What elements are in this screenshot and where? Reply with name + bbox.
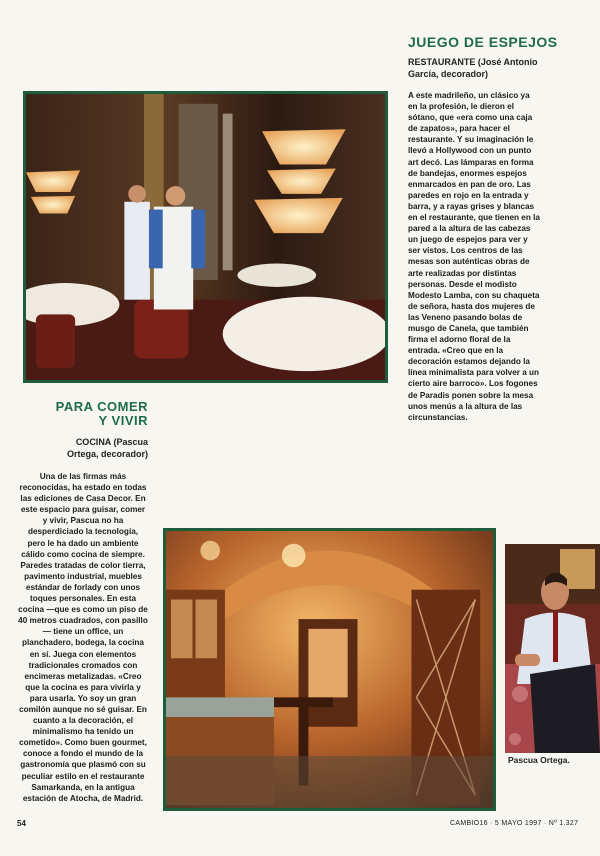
section-subtitle-restaurante: RESTAURANTE (José Antonio García, decorador) — [408, 57, 538, 79]
body-text: Una de las firmas más reconocidas, ha estado en todas las ediciones de Casa Decor. En este espacio para guisar, comer y vivir, Pascua no ha desperdiciado la tecnología, pero le ha dado un ambiente cálido como cocina de siempre. Paredes tratadas de color tierra, pavimento industrial, muebles estándar de forlady con unos toques personales. En esta cocina —que es como un piso de 40 metros cuadrados, con pasillo— tiene un office, un planchadero, bodega, la cocina en sí. Juega con elementos tradicionales cromados con encimeras metalizadas. «Creo que la cocina es para vivirla y para usarla. Yo soy un gran comilón aunque no sé guisar. En cuanto a la decoración, el minimalismo ha tenido un cometido». Como buen gourmet, conoce a fondo el mundo de la gastronomía que plasmó con su peculiar estilo en el restaurante Samarkanda, en la antigua estación de Atocha, de Madrid. — [18, 472, 148, 803]
kitchen-photo — [163, 528, 496, 811]
portrait-photo — [505, 544, 600, 753]
section-body-restaurante — [408, 90, 540, 423]
restaurant-photo — [23, 91, 388, 383]
section-subtitle-cocina: COCINA (Pascua Ortega, decorador) — [66, 437, 148, 459]
publication-footer: CAMBIO16 · 5 MAYO 1997 · Nº 1.327 — [450, 820, 579, 827]
section-title-para-comer — [54, 400, 148, 428]
portrait-caption: Pascua Ortega. — [508, 755, 570, 765]
section-body-cocina — [18, 471, 148, 804]
title-line-1: PARA COMER — [55, 399, 148, 414]
page-number: 54 — [17, 819, 26, 828]
body-text: A este madrileño, un clásico ya en la profesión, le dieron el sótano, que «era como una caja de zapatos», para hacer el restaurante. Y su imaginación le llevó a Hollywood con un punto art decó. Las lámparas en forma de bandejas, enormes espejos enmarcados en pan de oro. Las paredes en rojo en la entrada y barra, y a rayas grises y blancas en el restaurante, que tienen en la pared a la altura de las cabezas un juego de espejos para ver y ser vistos. Los centros de las mesas son auténticas obras de arte realizadas por distintas personas. Desde el modisto Modesto Lamba, con su chaqueta de señora, hasta dos mujeres de las Veneno pasando bolas de musgo de Canela, que también firma el adorno floral de la entrada. «Creo que en la decoración estamos dejando la línea minimalista para volver a un cierto aire barroco». Los fogones de Paradis ponen sobre la mesa unos menús a la altura de las circunstancias. — [408, 91, 540, 422]
section-title-juego-de-espejos: JUEGO DE ESPEJOS — [408, 34, 558, 50]
title-line-2: Y VIVIR — [98, 413, 148, 428]
